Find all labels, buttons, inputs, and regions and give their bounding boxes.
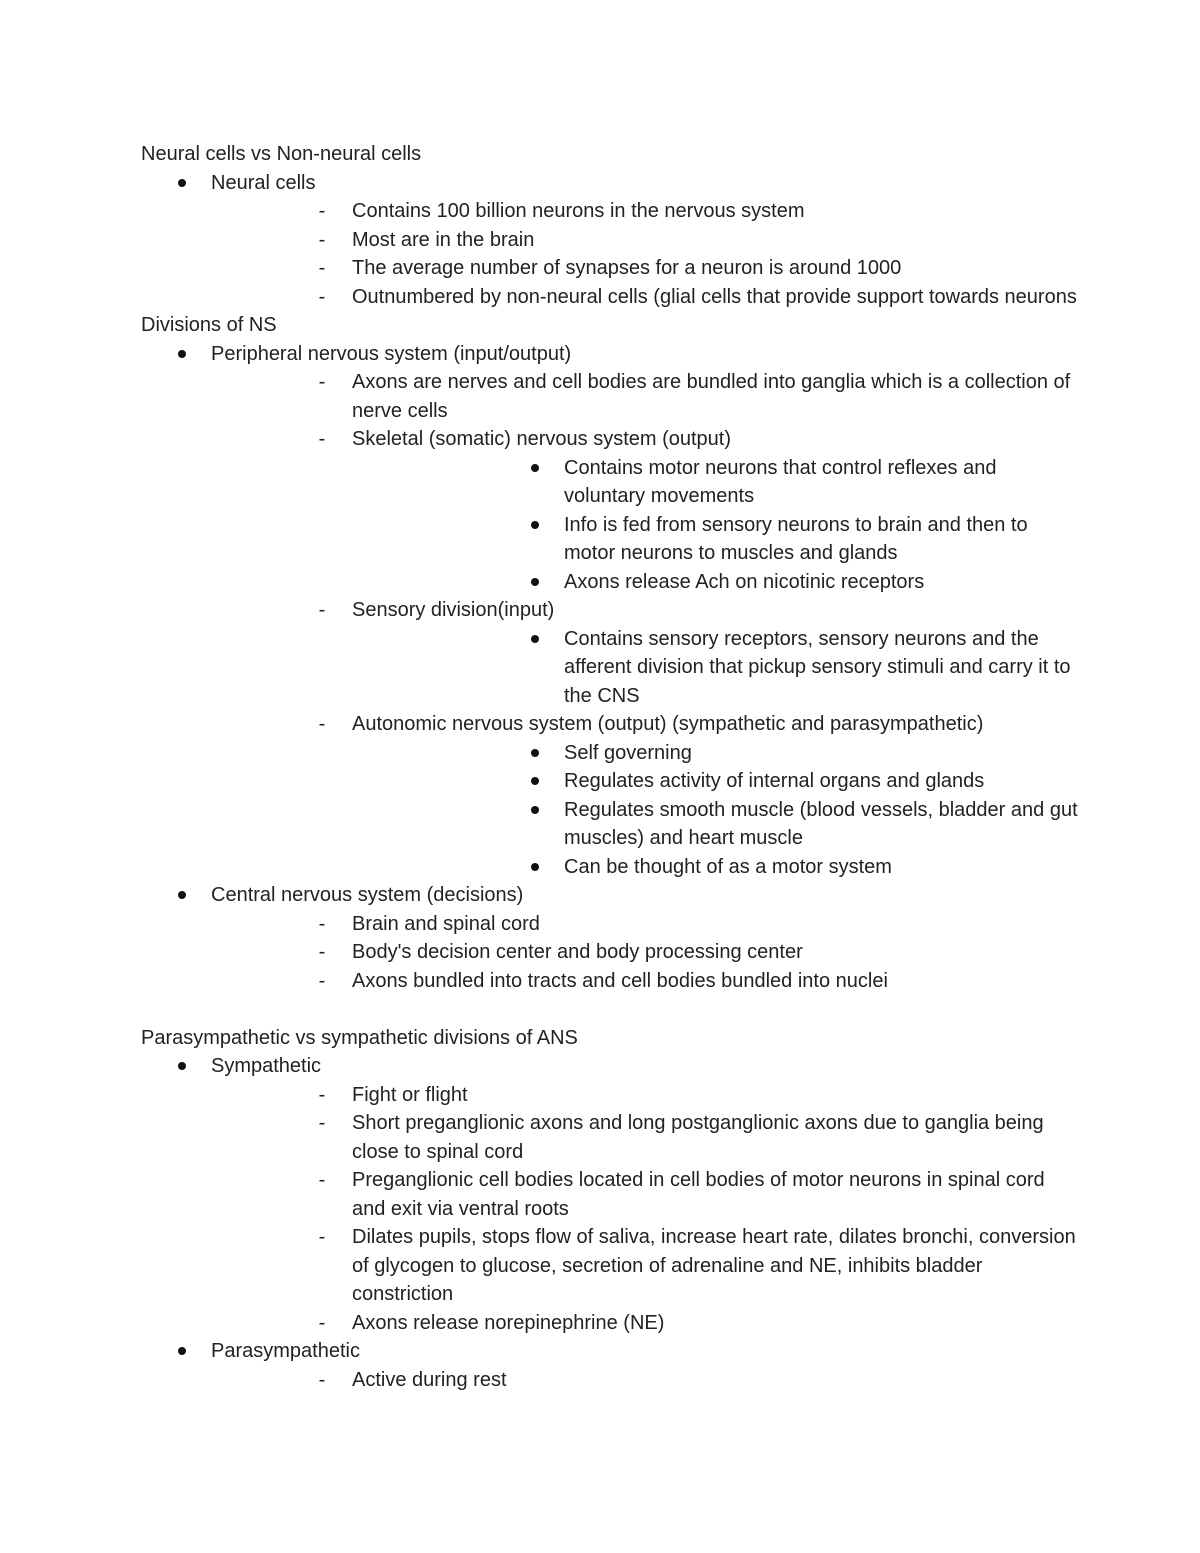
section-parasympathetic-vs-sympathetic — [141, 1024, 1081, 1395]
dash-marker: - — [318, 969, 326, 992]
dash-item — [211, 710, 1081, 881]
dash-marker: - — [318, 257, 326, 279]
bullet-label: Sympathetic — [211, 1055, 322, 1077]
dash-list — [211, 910, 1081, 996]
dash-item-text: Autonomic nervous system (output) (sympathetic and parasympathetic) — [352, 713, 984, 735]
sub-bullet-item — [352, 796, 1081, 853]
sub-bullet-item — [352, 568, 1081, 597]
dash-item-text: Preganglionic cell bodies located in cell bodies of motor neurons in spinal cord and exit via ventral roots — [352, 1169, 1045, 1220]
bullet-dot-icon — [178, 350, 186, 358]
document-page — [141, 140, 1081, 1394]
dash-item-text: Fight or flight — [352, 1083, 468, 1106]
dash-marker: - — [318, 1311, 326, 1334]
dash-item — [211, 910, 1081, 939]
bullet-item — [141, 340, 1081, 882]
dash-marker: - — [318, 228, 326, 251]
dash-item-text: Sensory division(input) — [352, 599, 555, 621]
dash-marker: - — [318, 912, 326, 935]
dash-marker: - — [318, 1368, 326, 1391]
bullet-item — [141, 1337, 1081, 1394]
dash-marker: - — [318, 1112, 326, 1134]
sub-bullet-list — [352, 739, 1081, 882]
bullet-item — [141, 169, 1081, 312]
sub-bullet-item — [352, 739, 1081, 768]
dash-item-text: Body's decision center and body processing center — [352, 941, 803, 963]
sub-bullet-item — [352, 625, 1081, 711]
dash-item — [211, 1081, 1081, 1110]
dash-marker: - — [318, 200, 326, 222]
sub-bullet-item — [352, 511, 1081, 568]
dash-item-text: Axons release norepinephrine (NE) — [352, 1311, 665, 1334]
sub-bullet-list — [352, 454, 1081, 597]
blank-line — [141, 995, 1081, 1024]
dash-item-text: Brain and spinal cord — [352, 912, 540, 935]
dash-marker: - — [318, 1226, 326, 1248]
dash-item — [211, 368, 1081, 425]
bullet-list — [141, 169, 1081, 312]
dash-item — [211, 254, 1081, 283]
dash-item-text: Skeletal (somatic) nervous system (output) — [352, 428, 732, 450]
bullet-dot-icon — [531, 863, 539, 871]
dash-marker: - — [318, 371, 326, 393]
section-divisions-of-ns — [141, 311, 1081, 995]
sub-bullet-text: Info is fed from sensory neurons to brain and then to motor neurons to muscles and glands — [564, 513, 1028, 564]
sub-bullet-text: Self governing — [564, 741, 692, 764]
bullet-dot-icon — [531, 777, 539, 785]
dash-item — [211, 1223, 1081, 1309]
dash-item-text: Short preganglionic axons and long postganglionic axons due to ganglia being close to spinal cord — [352, 1112, 1044, 1163]
bullet-dot-icon — [531, 464, 539, 472]
bullet-label: Central nervous system (decisions) — [211, 884, 524, 906]
bullet-label: Neural cells — [211, 171, 316, 194]
dash-item — [211, 1366, 1081, 1395]
sub-bullet-item — [352, 853, 1081, 882]
bullet-list — [141, 340, 1081, 996]
dash-item-text: Dilates pupils, stops flow of saliva, increase heart rate, dilates bronchi, conversion of glycogen to glucose, secretion of adrenaline and NE, inhibits bladder constriction — [352, 1226, 1076, 1305]
sub-bullet-text: Contains motor neurons that control reflexes and voluntary movements — [564, 456, 997, 507]
sub-bullet-list — [352, 625, 1081, 711]
dash-item-text: Most are in the brain — [352, 228, 535, 251]
bullet-dot-icon — [531, 578, 539, 586]
dash-item — [211, 967, 1081, 996]
bullet-list — [141, 1052, 1081, 1394]
bullet-dot-icon — [178, 1062, 186, 1070]
bullet-dot-icon — [178, 1347, 186, 1355]
dash-marker: - — [318, 599, 326, 621]
dash-item — [211, 425, 1081, 596]
section-neural-cells — [141, 140, 1081, 311]
bullet-dot-icon — [531, 521, 539, 529]
dash-item — [211, 1109, 1081, 1166]
sub-bullet-item — [352, 454, 1081, 511]
dash-item-text: Outnumbered by non-neural cells (glial cells that provide support towards neurons — [352, 285, 1077, 308]
bullet-label: Peripheral nervous system (input/output) — [211, 342, 572, 365]
sub-bullet-text: Regulates smooth muscle (blood vessels, bladder and gut muscles) and heart muscle — [564, 798, 1078, 849]
dash-marker: - — [318, 428, 326, 450]
bullet-dot-icon — [178, 179, 186, 187]
dash-item — [211, 1309, 1081, 1338]
dash-item — [211, 197, 1081, 226]
sub-bullet-item — [352, 767, 1081, 796]
dash-item — [211, 596, 1081, 710]
sub-bullet-text: Contains sensory receptors, sensory neurons and the afferent division that pickup sensory stimuli and carry it to the CNS — [564, 627, 1071, 707]
dash-marker: - — [318, 1169, 326, 1191]
dash-item — [211, 283, 1081, 312]
bullet-dot-icon — [531, 749, 539, 757]
dash-list — [211, 197, 1081, 311]
bullet-dot-icon — [178, 891, 186, 899]
dash-list — [211, 368, 1081, 881]
dash-item — [211, 938, 1081, 967]
dash-marker: - — [318, 941, 326, 963]
dash-item — [211, 1166, 1081, 1223]
bullet-item — [141, 1052, 1081, 1337]
bullet-label: Parasympathetic — [211, 1340, 360, 1362]
section-heading: Divisions of NS — [141, 314, 277, 336]
sub-bullet-text: Axons release Ach on nicotinic receptors — [564, 570, 925, 593]
dash-list — [211, 1081, 1081, 1338]
dash-marker: - — [318, 713, 326, 735]
dash-item-text: Axons bundled into tracts and cell bodies bundled into nuclei — [352, 969, 888, 992]
dash-item-text: Active during rest — [352, 1368, 507, 1391]
section-heading: Parasympathetic vs sympathetic divisions of ANS — [141, 1026, 578, 1049]
dash-marker: - — [318, 285, 326, 308]
bullet-dot-icon — [531, 806, 539, 814]
section-heading: Neural cells vs Non-neural cells — [141, 143, 422, 165]
dash-item-text: The average number of synapses for a neuron is around 1000 — [352, 257, 902, 279]
dash-marker: - — [318, 1083, 326, 1106]
dash-list — [211, 1366, 1081, 1395]
bullet-item — [141, 881, 1081, 995]
dash-item — [211, 226, 1081, 255]
bullet-dot-icon — [531, 635, 539, 643]
dash-item-text: Contains 100 billion neurons in the nervous system — [352, 200, 805, 222]
sub-bullet-text: Regulates activity of internal organs and glands — [564, 770, 985, 792]
dash-item-text: Axons are nerves and cell bodies are bundled into ganglia which is a collection of nerve cells — [352, 371, 1071, 422]
sub-bullet-text: Can be thought of as a motor system — [564, 855, 892, 878]
